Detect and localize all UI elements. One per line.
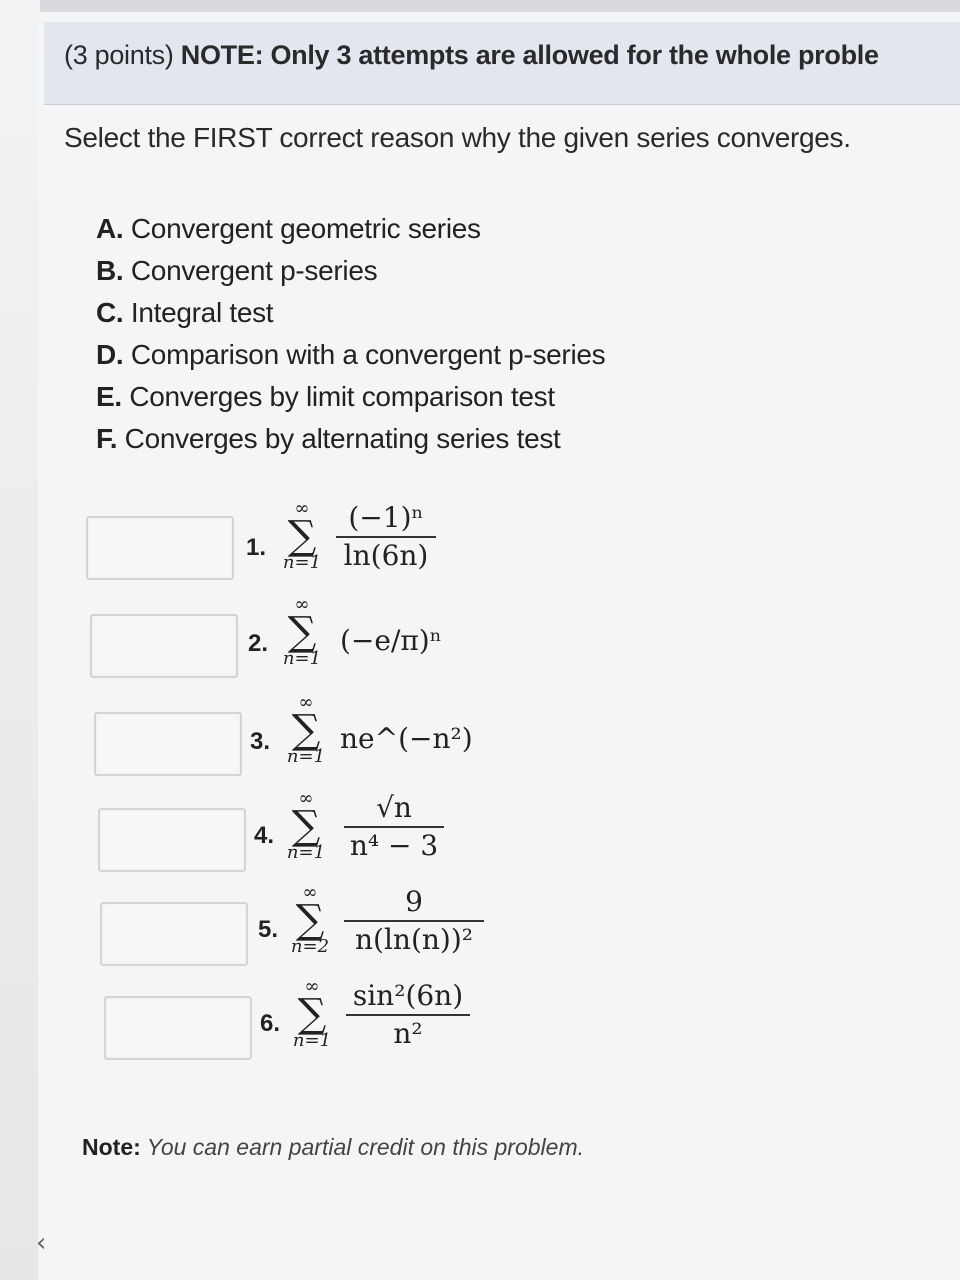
option-letter: D. [96, 339, 124, 370]
option-letter: F. [96, 423, 118, 454]
summation-upper: ∞ [294, 594, 310, 615]
summation-2 [272, 596, 332, 668]
option-text: Comparison with a convergent p-series [123, 339, 606, 370]
summation-lower: n=1 [292, 1030, 332, 1051]
summation-lower: n=1 [286, 842, 326, 863]
summation-1 [272, 500, 332, 572]
answer-input-2[interactable] [90, 614, 238, 678]
option-b [96, 250, 605, 292]
option-letter: E. [96, 381, 122, 412]
problem-number-6: 6. [260, 1010, 281, 1037]
summation-4 [276, 790, 336, 862]
denominator: n(ln(n))² [344, 920, 484, 958]
option-letter: B. [96, 255, 124, 286]
summation-lower: n=2 [290, 936, 330, 957]
sigma-symbol: ∑ [287, 609, 317, 655]
option-letter: A. [96, 213, 124, 244]
sigma-symbol: ∑ [295, 897, 325, 943]
problem-number-5: 5. [258, 916, 279, 943]
numerator: sin²(6n) [352, 979, 464, 1012]
options-list [96, 208, 605, 460]
numerator: √n [376, 791, 412, 824]
problem-number-2: 2. [248, 630, 269, 657]
note-text: You can earn partial credit on this problem. [140, 1134, 585, 1160]
numerator: (−1)ⁿ [348, 501, 424, 534]
problem-number-1: 1. [246, 534, 267, 561]
answer-input-3[interactable] [94, 712, 242, 776]
summation-lower: n=1 [282, 552, 322, 573]
fraction-1 [336, 500, 436, 574]
summation-6 [282, 978, 342, 1050]
option-text: Converges by limit comparison test [121, 381, 555, 412]
header-text [64, 40, 879, 71]
summation-upper: ∞ [304, 976, 320, 997]
attempts-note: NOTE: Only 3 attempts are allowed for the whole proble [180, 40, 879, 70]
denominator: n⁴ − 3 [344, 826, 444, 864]
summation-5 [280, 884, 340, 956]
fraction-4 [344, 790, 444, 864]
option-text: Convergent p-series [123, 255, 378, 286]
summation-lower: n=1 [286, 746, 326, 767]
answer-input-6[interactable] [104, 996, 252, 1060]
note-label: Note: [82, 1134, 141, 1160]
option-text: Integral test [123, 297, 274, 328]
fraction-6 [346, 978, 470, 1052]
option-text: Converges by alternating series test [117, 423, 561, 454]
instructions: Select the FIRST correct reason why the given series converges. [64, 122, 851, 153]
sigma-symbol: ∑ [287, 513, 317, 559]
problem-number-3: 3. [250, 728, 271, 755]
sigma-symbol: ∑ [291, 707, 321, 753]
expression-2: (−e/π)ⁿ [340, 624, 442, 657]
denominator: n² [346, 1014, 470, 1052]
summation-3 [276, 694, 336, 766]
expression-3: ne^(−n²) [340, 722, 473, 755]
summation-upper: ∞ [298, 788, 314, 809]
partial-credit-note [82, 1134, 584, 1161]
option-a [96, 208, 605, 250]
option-text: Convergent geometric series [123, 213, 481, 244]
summation-upper: ∞ [294, 498, 310, 519]
fraction-5 [344, 884, 484, 958]
sigma-symbol: ∑ [297, 991, 327, 1037]
problem-number-4: 4. [254, 822, 275, 849]
answer-input-4[interactable] [98, 808, 246, 872]
option-e [96, 376, 605, 418]
answer-input-1[interactable] [86, 516, 234, 580]
denominator: ln(6n) [336, 536, 436, 574]
summation-upper: ∞ [298, 692, 314, 713]
points-label: (3 points) [64, 40, 174, 70]
answer-input-5[interactable] [100, 902, 248, 966]
option-f [96, 418, 605, 460]
option-c [96, 292, 605, 334]
sigma-symbol: ∑ [291, 803, 321, 849]
option-d [96, 334, 605, 376]
chevron-left-icon: ‹ [36, 1228, 47, 1258]
option-letter: C. [96, 297, 124, 328]
numerator: 9 [405, 885, 423, 918]
summation-lower: n=1 [282, 648, 322, 669]
summation-upper: ∞ [302, 882, 318, 903]
